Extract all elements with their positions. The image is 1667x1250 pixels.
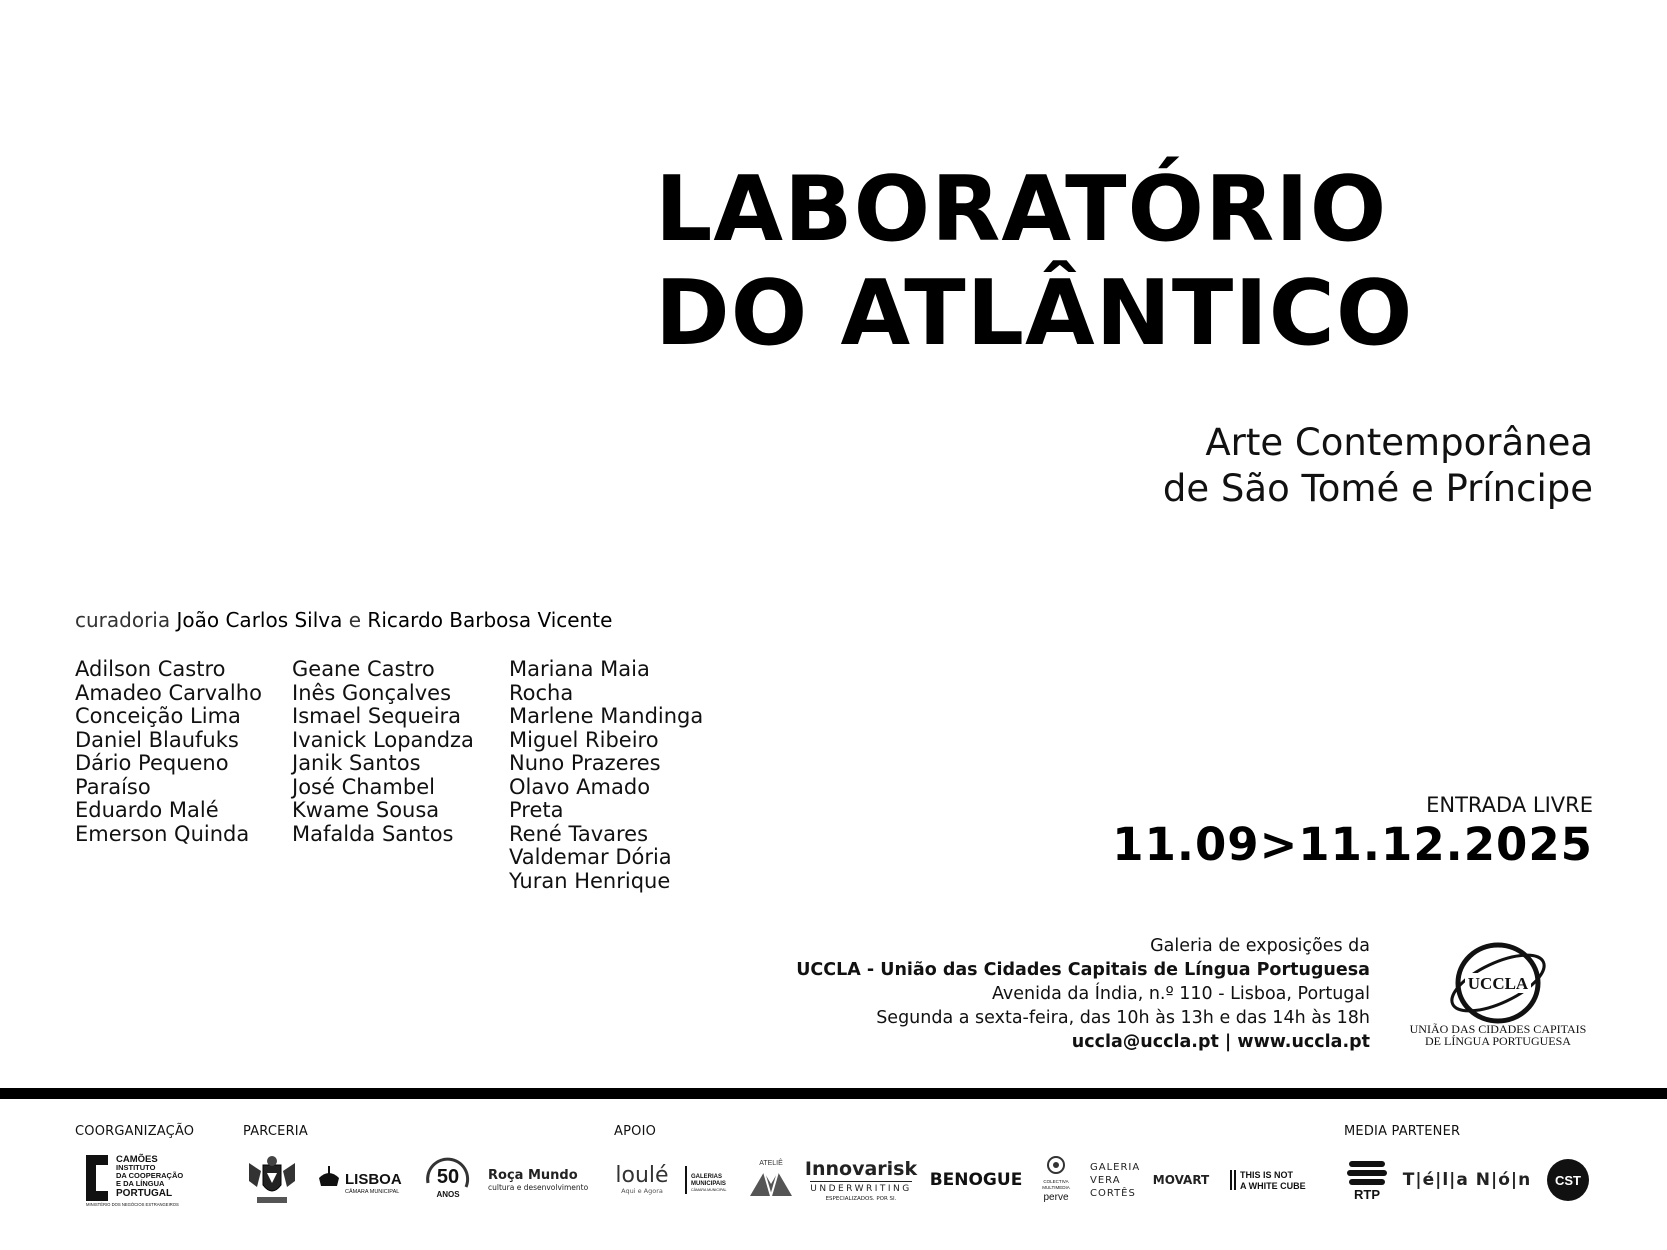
artist-name: Inês Gonçalves [292,680,452,705]
lisboa-name: LISBOA [345,1171,402,1188]
artist-name: Mariana Maia [509,657,650,681]
fifty-years-logo [422,1150,474,1210]
innovarisk-logo [804,1150,918,1210]
galerias-l2: MUNICIPAIS [691,1181,726,1187]
artists-column-2 [292,658,474,846]
artist-name: René Tavares [509,821,649,846]
venue-contacts: uccla@uccla.pt | www.uccla.pt [1071,1032,1370,1052]
venue-name: UCCLA - União das Cidades Capitais de Língua Portuguesa [796,960,1370,980]
artist-name: Adilson Castro [75,657,226,681]
curation-conjunction: e [348,608,362,632]
perve-logo [1036,1150,1076,1210]
roca-mundo-logo [488,1150,588,1210]
artist-name: Miguel Ribeiro [509,727,659,752]
loule-name: loulé [615,1163,669,1188]
artist-name: Eduardo Malé [75,798,219,822]
galeria-vera-cortes-logo [1090,1150,1140,1210]
camoes-l6: MINISTÉRIO DOS NEGÓCIOS ESTRANGEIROS [86,1202,179,1207]
admission-label: ENTRADA LIVRE [1426,793,1593,817]
roca-name: Roça Mundo [488,1168,578,1183]
anos-num: 50 [436,1166,460,1188]
white-cube-l1: THIS IS NOT [1240,1170,1294,1180]
innovarisk-l3: ESPECIALIZADOS. POR SI. [825,1195,897,1202]
cst-name: CST [1555,1173,1581,1188]
camoes-l3: DA COOPERAÇÃO [116,1171,184,1180]
exhibition-title [655,158,1413,366]
galeria-vera-l1: GALERIA [1090,1161,1141,1173]
artist-name: Daniel Blaufuks [75,727,239,752]
white-cube-l2: A WHITE CUBE [1240,1181,1306,1191]
curation-credit [75,608,612,632]
cst-logo [1544,1150,1592,1210]
galeria-vera-l3: CORTÊS [1090,1187,1136,1199]
perve-l2: MULTIMEDIA [1042,1185,1070,1190]
curator-1: João Carlos Silva [176,608,343,632]
movart-logo [1153,1150,1209,1210]
artist-name: Amadeo Carvalho [75,680,262,705]
movart-name: MOVART [1152,1173,1210,1187]
curator-2: Ricardo Barbosa Vicente [367,608,613,632]
artists-column-3 [509,658,703,893]
venue-hours: Segunda a sexta-feira, das 10h às 13h e das 14h às 18h [876,1008,1370,1028]
perve-l3: perve [1043,1192,1069,1203]
rtp-name: RTP [1354,1187,1380,1202]
artist-name: Mafalda Santos [292,821,454,846]
artist-name: Rocha [509,680,574,705]
artist-name: José Chambel [292,774,435,799]
camoes-logo [84,1150,189,1210]
artists-column-1 [75,658,262,846]
uccla-abbr: UCCLA [1467,974,1529,993]
tela-non-name: T|é|l|a N|ó|n [1402,1170,1532,1190]
exhibition-dates: 11.09>11.12.2025 [1112,818,1593,871]
artist-name: Conceição Lima [75,704,241,728]
innovarisk-l2: UNDERWRITING [810,1181,912,1196]
camoes-l4: E DA LÍNGUA [116,1179,165,1188]
venue-info [796,934,1370,1054]
artist-name: Olavo Amado [509,774,651,799]
artist-name: Marlene Mandinga [509,704,704,728]
artist-name: Geane Castro [292,657,435,681]
subtitle-line-1: Arte Contemporânea [1205,421,1593,464]
atelie-top: ATELIÊ [759,1160,783,1167]
galerias-l3: CÂMARA MUNICIPAL [691,1188,727,1192]
coat-of-arms-icon [243,1150,301,1210]
rtp-logo [1343,1150,1391,1210]
label-parceria: PARCERIA [243,1124,308,1139]
uccla-logo-line-1: UNIÃO DAS CIDADES CAPITAIS [1409,1022,1587,1036]
footer-divider [0,1088,1667,1099]
artist-name: Kwame Sousa [292,798,440,822]
perve-l1: COLECTIVA [1043,1179,1069,1184]
artist-name: Emerson Quinda [75,821,250,846]
venue-address: Avenida da Índia, n.º 110 - Lisboa, Portugal [991,984,1370,1004]
roca-sub: cultura e desenvolvimento [488,1183,589,1192]
subtitle-line-2: de São Tomé e Príncipe [1162,467,1593,510]
curation-prefix: curadoria [75,608,171,632]
innovarisk-l1: Innovarisk [804,1157,918,1180]
artist-name: Yuran Henrique [509,868,671,893]
title-line-1: LABORATÓRIO [655,157,1388,262]
benogue-logo [928,1150,1024,1210]
artist-name: Preta [509,798,564,822]
loule-logo [612,1150,672,1210]
venue-line-1: Galeria de exposições da [1150,936,1370,956]
label-coorganizacao: COORGANIZAÇÃO [75,1124,195,1139]
white-cube-logo [1228,1150,1308,1210]
galeria-vera-l2: VERA [1090,1174,1121,1186]
title-line-2: DO ATLÂNTICO [655,261,1414,366]
artist-name: Ismael Sequeira [292,704,462,728]
artist-name: Paraíso [75,774,151,799]
benogue-name: BENOGUE [929,1170,1023,1190]
artist-name: Janik Santos [292,751,421,775]
artist-name: Ivanick Lopandza [292,727,474,752]
artist-name: Valdemar Dória [509,845,672,869]
camoes-l2: INSTITUTO [116,1163,156,1172]
anos-word: ANOS [436,1190,460,1199]
camoes-l5: PORTUGAL [116,1188,173,1199]
exhibition-subtitle [1163,420,1593,512]
uccla-logo [1405,938,1595,1053]
camoes-l1: CAMÕES [116,1154,158,1165]
label-apoio: APOIO [614,1124,657,1139]
galerias-municipais-logo [684,1150,734,1210]
label-media-partner: MEDIA PARTENER [1344,1124,1461,1139]
tela-non-logo [1402,1150,1532,1210]
galerias-l1: GALERIAS [691,1174,723,1180]
artist-name: Dário Pequeno [75,751,229,775]
artist-name: Nuno Prazeres [509,751,661,775]
lisboa-logo [315,1150,407,1210]
loule-sub: Aqui e Agora [621,1187,663,1195]
uccla-logo-line-2: DE LÍNGUA PORTUGUESA [1425,1034,1571,1048]
lisboa-sub: CÂMARA MUNICIPAL [345,1189,400,1195]
atelie-logo [746,1150,796,1210]
